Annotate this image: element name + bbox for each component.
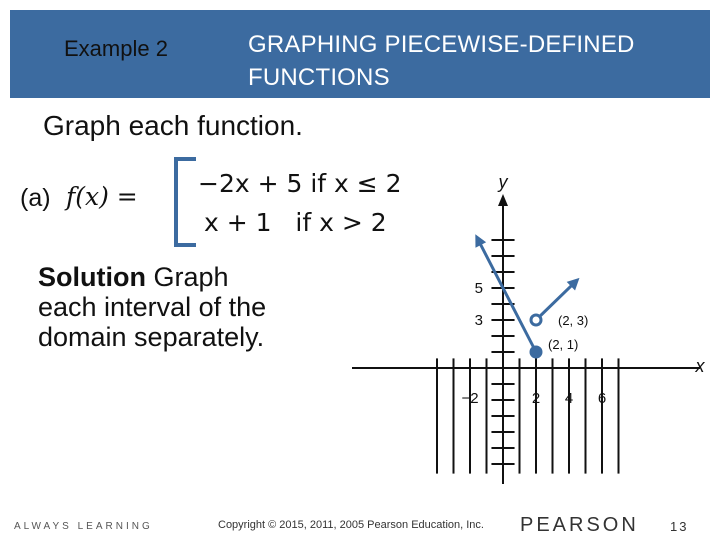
point-annotation: (2, 1) [548, 337, 579, 352]
x-tick-label: 6 [597, 390, 607, 407]
solution-line2: each interval of the [38, 292, 267, 322]
slide-title-line2: FUNCTIONS [248, 64, 390, 91]
solution-line1: Graph [145, 262, 229, 292]
function-piece-2: x + 1 if x > 2 [204, 208, 387, 237]
x-axis-label: x [695, 356, 705, 376]
point-annotation: (2, 3) [558, 313, 589, 328]
closed-endpoint [531, 347, 541, 357]
footer-tagline: ALWAYS LEARNING [14, 521, 153, 532]
example-label: Example 2 [64, 36, 168, 61]
y-axis-arrow-icon [498, 194, 508, 206]
y-tick-label: 5 [474, 280, 483, 297]
x-tick-label: 4 [564, 390, 574, 407]
function-piece-1: −2x + 5 if x ≤ 2 [198, 169, 402, 198]
y-tick-label: 3 [474, 312, 483, 329]
x-tick-label: −2 [461, 390, 479, 407]
y-axis-label: y [498, 172, 508, 192]
x-tick-label: 2 [531, 390, 541, 407]
solution-line3: domain separately. [38, 322, 265, 352]
solution-heading: Solution [38, 262, 146, 292]
footer-copyright: Copyright © 2015, 2011, 2005 Pearson Education, Inc. [218, 519, 484, 531]
function-name: f(x) = [66, 182, 138, 211]
instruction-text: Graph each function. [43, 110, 303, 141]
page-number: 13 [670, 519, 689, 534]
part-label: (a) [20, 184, 51, 212]
slide-title-line1: GRAPHING PIECEWISE-DEFINED [248, 31, 635, 58]
footer-brand: PEARSON [520, 514, 639, 536]
open-endpoint [531, 315, 541, 325]
